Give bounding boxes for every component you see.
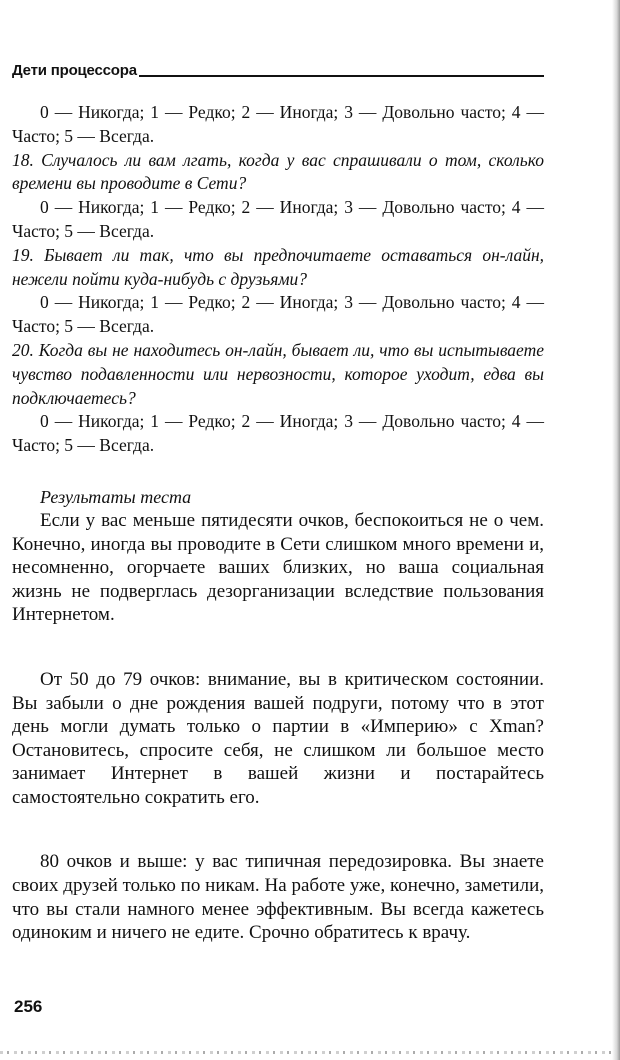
- running-header: [12, 62, 544, 80]
- results-paragraph-low: Если у вас меньше пятидесяти очков, беспокоиться не о чем. Конечно, иногда вы проводите в Сети слишком много времени и, несомненно, огорчаете ваших близких, но ваша социальная жизнь не подверглась дезорганизации вследствие пользования Интернетом.: [12, 509, 544, 626]
- answer-scale: 0 — Никогда; 1 — Редко; 2 — Иногда; 3 — Довольно часто; 4 — Часто; 5 — Всегда.: [12, 411, 544, 456]
- running-title: Дети процессора: [12, 62, 137, 79]
- answer-scale: 0 — Никогда; 1 — Редко; 2 — Иногда; 3 — Довольно часто; 4 — Часто; 5 — Всегда.: [12, 102, 544, 146]
- question-20: 20. Когда вы не находитесь он-лайн, бывает ли, что вы испытываете чувство подавленности или нервозности, которое уходит, едва вы подключаетесь?: [12, 339, 544, 408]
- page-number: 256: [14, 997, 43, 1016]
- question-19: 19. Бывает ли так, что вы предпочитаете оставаться он-лайн, нежели пойти куда-нибудь с друзьями?: [12, 244, 544, 289]
- results-paragraph-medium: От 50 до 79 очков: внимание, вы в критическом состоянии. Вы забыли о дне рождения вашей подруги, потому что в этот день могли думать только о партии в «Империю» с Xman? Остановитесь, спросите себя, не слишком ли большое место занимает Интернет в вашей жизни и постарайтесь самостоятельно сократить его.: [12, 668, 544, 808]
- page-content: [12, 101, 544, 945]
- header-rule: [139, 75, 544, 77]
- results-paragraph-high: 80 очков и выше: у вас типичная передозировка. Вы знаете своих друзей только по никам. На работе уже, конечно, заметили, что вы стали намного менее эффективным. Вы всегда кажетесь одиноким и ничего не едите. Срочно обратитесь к врачу.: [12, 851, 544, 944]
- answer-scale: 0 — Никогда; 1 — Редко; 2 — Иногда; 3 — Довольно часто; 4 — Часто; 5 — Всегда.: [12, 292, 544, 337]
- page-edge-shadow: [612, 0, 620, 1060]
- question-18: 18. Случалось ли вам лгать, когда у вас спрашивали о том, сколько времени вы проводите в Сети?: [12, 149, 544, 194]
- scan-artifact-line: [0, 1051, 612, 1054]
- answer-scale: 0 — Никогда; 1 — Редко; 2 — Иногда; 3 — Довольно часто; 4 — Часто; 5 — Всегда.: [12, 197, 544, 241]
- results-heading: Результаты теста: [40, 486, 192, 507]
